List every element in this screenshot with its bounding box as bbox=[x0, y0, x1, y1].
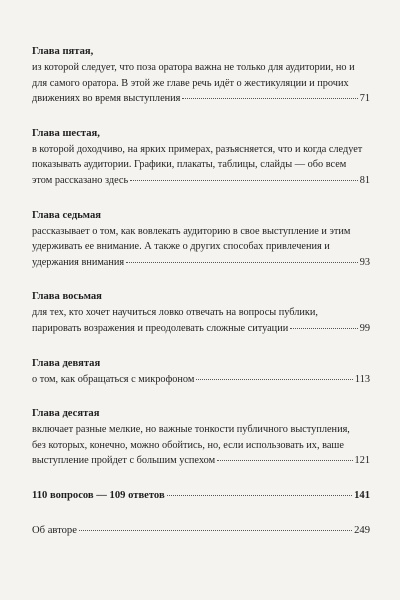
section-title: Об авторе bbox=[32, 524, 77, 536]
toc-entry-chapter-8 bbox=[32, 289, 370, 336]
chapter-description-line: о том, как обращаться с микрофоном bbox=[32, 373, 195, 385]
chapter-last-line bbox=[32, 173, 370, 189]
toc-entry-about-author bbox=[32, 523, 370, 539]
chapter-description-line: без которых, конечно, можно обойтись, но, если использовать их, ваше bbox=[32, 439, 344, 451]
chapter-heading: Глава пятая, bbox=[32, 46, 94, 57]
dot-leader bbox=[130, 180, 358, 181]
chapter-description-line: удержания внимания bbox=[32, 256, 125, 268]
toc-entry-chapter-5 bbox=[32, 44, 370, 107]
chapter-description-line: парировать возражения и преодолевать сложные ситуации bbox=[32, 322, 289, 334]
section-title: 110 вопросов — 109 ответов bbox=[32, 489, 165, 501]
page-number: 99 bbox=[359, 322, 370, 334]
chapter-last-line bbox=[32, 321, 370, 337]
chapter-heading: Глава десятая bbox=[32, 408, 100, 420]
chapter-last-line bbox=[32, 372, 370, 388]
chapter-description-line: удерживать ее внимание. А также о других способах привлечения и bbox=[32, 241, 330, 253]
page-number: 81 bbox=[359, 174, 370, 186]
chapter-description-line: движениях во время выступления bbox=[32, 93, 181, 105]
chapter-description-line: включает разные мелкие, но важные тонкости публичного выступления, bbox=[32, 424, 350, 436]
dot-leader bbox=[290, 328, 357, 329]
toc-line bbox=[32, 488, 370, 504]
toc-entry-chapter-10 bbox=[32, 406, 370, 469]
chapter-last-line bbox=[32, 453, 370, 469]
chapter-description-line: в которой доходчиво, на ярких примерах, разъясняется, что и когда следует bbox=[32, 143, 363, 155]
toc-entry-chapter-6 bbox=[32, 126, 370, 189]
page-number: 71 bbox=[359, 93, 370, 105]
chapter-description-line: для самого оратора. В этой же главе речь идёт о жестикуляции и прочих bbox=[32, 77, 349, 89]
page-number: 249 bbox=[354, 524, 370, 536]
chapter-last-line bbox=[32, 255, 370, 271]
dot-leader bbox=[79, 530, 352, 531]
toc-entry-questions bbox=[32, 488, 370, 504]
chapter-heading: Глава шестая, bbox=[32, 127, 100, 139]
page-number: 93 bbox=[359, 256, 370, 268]
chapter-last-line bbox=[32, 91, 370, 107]
chapter-description-line: выступление пройдет с большим успехом bbox=[32, 455, 216, 467]
dot-leader bbox=[217, 460, 352, 461]
toc-entry-chapter-9 bbox=[32, 356, 370, 388]
chapter-heading: Глава восьмая bbox=[32, 291, 102, 303]
chapter-description-line: из которой следует, что поза оратора важна не только для аудитории, но и bbox=[32, 62, 355, 73]
dot-leader bbox=[182, 98, 357, 99]
page-number: 113 bbox=[354, 373, 370, 385]
chapter-description-line: показывать аудитории. Графики, плакаты, таблицы, слайды — обо всем bbox=[32, 159, 347, 171]
chapter-heading: Глава седьмая bbox=[32, 209, 101, 221]
page-number: 121 bbox=[354, 455, 370, 467]
toc-entry-chapter-7 bbox=[32, 208, 370, 271]
toc-line bbox=[32, 523, 370, 539]
dot-leader bbox=[196, 379, 353, 380]
chapter-description-line: этом рассказано здесь bbox=[32, 174, 129, 186]
dot-leader bbox=[167, 495, 352, 496]
chapter-description-line: для тех, кто хочет научиться ловко отвечать на вопросы публики, bbox=[32, 307, 318, 319]
page-number: 141 bbox=[354, 489, 370, 501]
chapter-description-line: рассказывает о том, как вовлекать аудиторию в свое выступление и этим bbox=[32, 225, 351, 237]
dot-leader bbox=[126, 262, 358, 263]
chapter-heading: Глава девятая bbox=[32, 357, 101, 369]
